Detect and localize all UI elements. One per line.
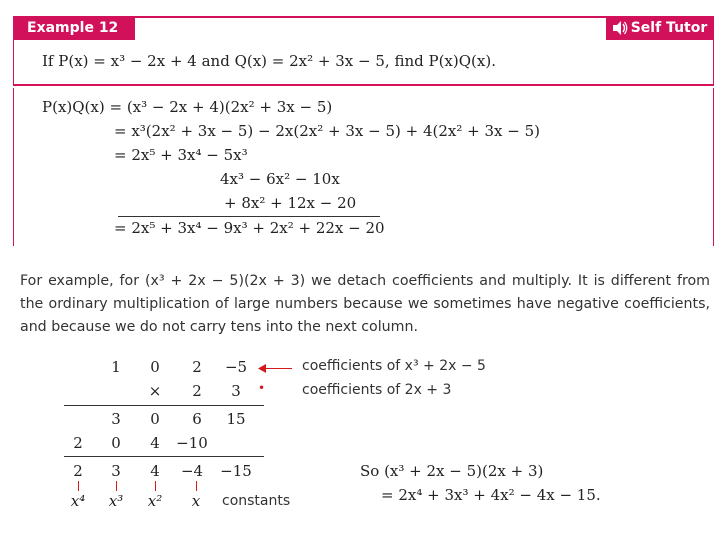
conclusion-line-1: So (x³ + 2x − 5)(2x + 3)	[360, 462, 544, 480]
result-cell: −15	[220, 462, 252, 480]
partial-cell: 15	[226, 410, 246, 428]
conclusion-line-2: = 2x⁴ + 3x³ + 4x² − 4x − 15.	[381, 486, 601, 504]
coef-cell: 1	[111, 358, 121, 376]
power-label: x³	[108, 492, 124, 510]
coef-cell: −5	[224, 358, 248, 376]
arrow-line	[262, 368, 292, 369]
row1-label: coefficients of x³ + 2x − 5	[302, 358, 486, 374]
solution-line-2: = x³(2x² + 3x − 5) − 2x(2x² + 3x − 5) + 4(2x² + 3x − 5)	[114, 122, 540, 140]
solution-box	[13, 88, 714, 246]
solution-line-3: = 2x⁵ + 3x⁴ − 5x³	[114, 146, 248, 164]
sum-rule	[118, 216, 380, 217]
arrow-left-icon	[258, 364, 266, 373]
row2-label: coefficients of 2x + 3	[302, 382, 452, 398]
example-badge: Example 12	[13, 16, 135, 40]
question-text: If P(x) = x³ − 2x + 4 and Q(x) = 2x² + 3x − 5, find P(x)Q(x).	[42, 52, 496, 70]
partial-cell: −10	[176, 434, 208, 452]
explanation-paragraph: For example, for (x³ + 2x − 5)(2x + 3) we detach coefficients and multiply. It is different from the ordinary multiplication of large numbers because we sometimes have negative coefficients, and because we do not carry tens into the next column.	[20, 273, 710, 335]
power-label: x²	[147, 492, 163, 510]
solution-line-6: = 2x⁵ + 3x⁴ − 9x³ + 2x² + 22x − 20	[114, 219, 385, 237]
pointer-tick	[155, 481, 156, 491]
coef-cell: 2	[192, 358, 202, 376]
partial-cell: 4	[150, 434, 160, 452]
mult-rule-2	[64, 456, 264, 457]
mult-rule-1	[64, 405, 264, 406]
power-label: x	[191, 492, 201, 510]
result-cell: 3	[111, 462, 121, 480]
coef-cell: 2	[192, 382, 202, 400]
solution-line-1: P(x)Q(x) = (x³ − 2x + 4)(2x² + 3x − 5)	[42, 98, 333, 116]
pointer-tick	[196, 481, 197, 491]
result-cell: 2	[73, 462, 83, 480]
constants-label: constants	[222, 493, 291, 509]
result-cell: −4	[180, 462, 204, 480]
pointer-tick	[116, 481, 117, 491]
coef-cell: 0	[150, 358, 160, 376]
partial-cell: 3	[111, 410, 121, 428]
self-tutor-label: Self Tutor	[630, 20, 708, 36]
result-cell: 4	[150, 462, 160, 480]
speaker-icon	[612, 20, 628, 36]
solution-line-5: + 8x² + 12x − 20	[224, 194, 357, 212]
coef-cell: 3	[231, 382, 241, 400]
partial-cell: 6	[192, 410, 202, 428]
question-box	[13, 40, 714, 86]
bullet-icon: •	[258, 381, 266, 395]
times-sign: ×	[148, 382, 162, 400]
partial-cell: 0	[150, 410, 160, 428]
pointer-tick	[78, 481, 79, 491]
partial-cell: 0	[111, 434, 121, 452]
partial-cell: 2	[73, 434, 83, 452]
solution-line-4: 4x³ − 6x² − 10x	[220, 170, 340, 188]
power-label: x⁴	[70, 492, 86, 510]
